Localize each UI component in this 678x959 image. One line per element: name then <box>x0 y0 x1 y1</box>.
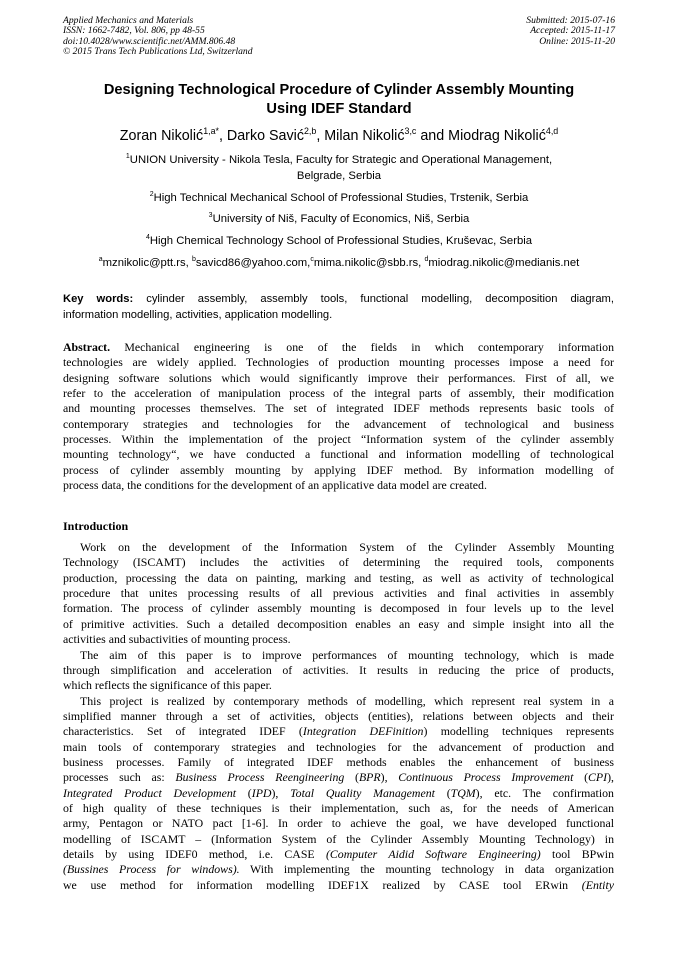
intro-line: modelling of ISCAMT – (Information System of the Cylinder Assembly Mounting Technology) in <box>63 831 614 846</box>
affiliation-text: High Technical Mechanical School of Professional Studies, Trstenik, Serbia <box>153 192 529 204</box>
intro-line: Technology (ISCAMT) includes the activities of determining the required tools, components <box>63 555 614 570</box>
author-sup: 1,a* <box>203 126 219 137</box>
abstract-line: processes. Within the implementation of the project “Information system of the cylinder assembly <box>63 432 614 447</box>
keywords-text: cylinder assembly, assembly tools, functional modelling, decomposition diagram, <box>133 293 614 305</box>
intro-text: ( <box>236 785 252 800</box>
intro-line: through simplification and acceleration of activities. It results in reducing the price of products, <box>63 662 614 677</box>
copyright-line: © 2015 Trans Tech Publications Ltd, Switzerland <box>63 46 253 58</box>
author-name: Miodrag Nikolić <box>448 128 546 144</box>
author-name: Milan Nikolić <box>324 128 405 144</box>
journal-header <box>63 16 253 58</box>
intro-line: which reflects the significance of this paper. <box>63 678 272 693</box>
intro-text: ), <box>271 785 291 800</box>
abstract-text: Mechanical engineering is one of the fields in which contemporary information <box>110 340 614 354</box>
intro-line: army, Pentagon or NATO pact [1-6]. In order to achieve the goal, we have developed functional <box>63 816 614 831</box>
intro-text: tool BPwin <box>540 846 615 861</box>
intro-text: ( <box>573 770 589 785</box>
intro-italic: Integration DEFinition <box>302 724 424 739</box>
abstract-label: Abstract. <box>63 340 111 354</box>
email-address[interactable]: savicd86@yahoo.com, <box>195 257 311 269</box>
keywords-text: information modelling, activities, application modelling. <box>63 309 333 321</box>
doi-line: doi:10.4028/www.scientific.net/AMM.806.48 <box>63 35 236 47</box>
intro-text: processes such as: <box>63 770 176 785</box>
intro-text: ), <box>607 770 615 785</box>
affiliation-3 <box>40 211 638 227</box>
intro-italic: TQM <box>450 785 476 800</box>
email-sup: a <box>98 256 103 264</box>
intro-text: ), etc. The confirmation <box>475 785 614 800</box>
intro-italic: (Computer Aidid Software Engineering) <box>325 846 541 861</box>
intro-italic: BPR <box>358 770 381 785</box>
abstract-paragraph <box>63 340 614 493</box>
email-list <box>40 255 638 271</box>
submitted-date: Submitted: 2015-07-16 <box>526 15 615 26</box>
affiliation-2 <box>40 190 638 206</box>
intro-line: of primitive activities. Such a detailed decomposition enables an easy and simple insight into all the <box>63 616 614 631</box>
journal-name: Applied Mechanics and Materials <box>63 15 194 26</box>
affiliation-sup: 3 <box>208 212 213 220</box>
title-line-1: Designing Technological Procedure of Cylinder Assembly Mounting <box>103 82 575 98</box>
affiliation-text: University of Niš, Faculty of Economics, Niš, Serbia <box>212 213 470 225</box>
email-address[interactable]: miodrag.nikolic@medianis.net <box>428 257 580 269</box>
abstract-line: contemporary strategies and technologies for the advancement of technological and business <box>63 416 614 431</box>
author-separator: , <box>218 128 227 144</box>
affiliation-sup: 4 <box>145 234 150 242</box>
author-sup: 3,c <box>404 126 417 137</box>
intro-line: of high quality of these techniques is their implementation, such as, for the needs of American <box>63 800 614 815</box>
author-name: Zoran Nikolić <box>119 128 204 144</box>
intro-text: ), <box>380 770 399 785</box>
affiliation-4 <box>40 233 638 249</box>
intro-line: formation. The process of cylinder assembly mounting is decomposed in four levels up to the level <box>63 601 614 616</box>
online-date: Online: 2015-11-20 <box>539 35 615 47</box>
intro-line: procedure that unites processing results of all previous activities and final activities in assembly <box>63 586 614 601</box>
intro-line: production, processing the data on painting, marking and testing, as well as activity of technological <box>63 570 614 585</box>
intro-italic: (Bussines Process for windows). <box>63 862 240 877</box>
intro-line: main tools of contemporary strategies and technologies for the advancement of production and <box>63 739 614 754</box>
intro-line: simplified manner through a set of activities, objects (entities), relations between objects and their <box>63 708 614 723</box>
author-name: Darko Savić <box>226 128 304 144</box>
author-separator: and <box>416 128 449 144</box>
intro-text: characteristics. Set of integrated IDEF ( <box>63 724 303 739</box>
affiliation-1 <box>40 152 638 184</box>
intro-line: This project is realized by contemporary methods of modelling, which represent real system in a <box>80 693 614 708</box>
abstract-line: designing software solutions which would significantly improve their performances. First of all, we <box>63 370 614 385</box>
intro-text: ( <box>434 785 451 800</box>
abstract-line: refer to the acceleration of manipulation process of the integral parts of assembly, their modification <box>63 386 614 401</box>
intro-italic: Integrated Product Development <box>63 785 237 800</box>
author-list <box>40 128 638 144</box>
intro-italic: IPD <box>251 785 272 800</box>
intro-text: we use method for information modelling IDEF1X realized by CASE tool ERwin <box>63 877 582 892</box>
author-sup: 4,d <box>545 126 559 137</box>
intro-paragraph-1 <box>63 540 614 647</box>
intro-line: Work on the development of the Information System of the Cylinder Assembly Mounting <box>80 540 614 554</box>
abstract-line: and mounting processes themselves. The set of integrated IDEF methods represents basic tools of <box>63 401 614 416</box>
intro-italic: CPI <box>588 770 608 785</box>
accepted-date: Accepted: 2015-11-17 <box>530 25 615 37</box>
email-address[interactable]: mznikolic@ptt.rs, <box>102 257 192 269</box>
intro-italic: (Entity <box>581 877 614 892</box>
intro-line: activities and subactivities of mounting process. <box>63 632 291 647</box>
email-address[interactable]: mima.nikolic@sbb.rs, <box>313 257 425 269</box>
intro-paragraph-3 <box>63 694 614 893</box>
affiliation-text: High Chemical Technology School of Professional Studies, Kruševac, Serbia <box>149 235 533 247</box>
paper-title <box>60 81 618 119</box>
abstract-line: process of cylinder assembly mounting by applying IDEF method. By information modelling of <box>63 462 614 477</box>
intro-text: With implementing the mounting technology in data organization <box>239 862 615 877</box>
intro-italic: Continuous Process Improvement <box>398 770 574 785</box>
affiliation-sup: 1 <box>125 153 130 161</box>
affiliation-sup: 2 <box>149 191 154 199</box>
author-sup: 2,b <box>303 126 317 137</box>
email-sup: b <box>191 256 196 264</box>
intro-text: ( <box>344 770 359 785</box>
intro-text: ) modelling techniques represents <box>423 724 615 739</box>
intro-italic: Business Process Reengineering <box>175 770 345 785</box>
intro-paragraph-2 <box>63 648 614 694</box>
title-line-2: Using IDEF Standard <box>266 101 412 117</box>
section-heading-introduction: Introduction <box>63 519 129 533</box>
abstract-line: technologies are widely applied. Technologies of production mounting processes impose a need for <box>63 355 614 370</box>
keywords-block <box>63 291 614 323</box>
intro-line: The aim of this paper is to improve performances of mounting technology, which is made <box>80 647 614 662</box>
keywords-label: Key words: <box>63 293 134 305</box>
author-separator: , <box>316 128 325 144</box>
issn-line: ISSN: 1662-7482, Vol. 806, pp 48-55 <box>63 25 205 37</box>
dates-header <box>526 16 615 47</box>
abstract-line: mounting technology“, we have conducted a functional and information modelling of technological <box>63 447 614 462</box>
abstract-line: process data, the conditions for the development of an applicative data model are created. <box>63 478 487 493</box>
affiliation-text: Belgrade, Serbia <box>296 170 382 182</box>
email-sup: c <box>310 256 314 264</box>
intro-text: details by using IDEF0 method, i.e. CASE <box>63 846 326 861</box>
affiliation-text: UNION University - Nikola Tesla, Faculty for Strategic and Operational Management, <box>129 154 553 166</box>
intro-italic: Total Quality Management <box>290 785 435 800</box>
intro-line: business processes. Family of integrated IDEF methods enables the enhancement of business <box>63 754 614 769</box>
email-sup: d <box>424 256 429 264</box>
